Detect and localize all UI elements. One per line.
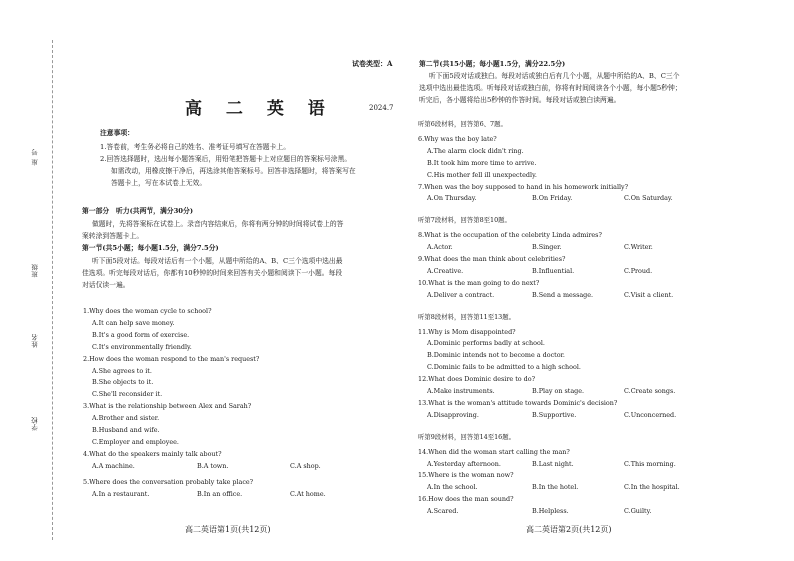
answer-option: B.Send a message. [532,290,594,299]
part1-intro: 案转涂到答题卡上。 [82,232,144,240]
answer-option: C.His mother fell ill unexpectedly. [427,170,537,179]
question-stem: 7.When was the boy supposed to hand in his homework initially? [418,182,629,191]
question-stem: 5.Where does the conversation probably take place? [83,477,254,486]
answer-option: C.Writer. [624,243,653,252]
section2-intro: 听下面5段对话或独白。每段对话或独白后有几个小题，从题中所给的A、B、C三个 [429,72,680,80]
section1-heading: 第一节(共5小题；每小题1.5分，满分7.5分) [82,244,219,252]
answer-option: A.Scared. [427,507,459,516]
answer-option: B.In the hotel. [532,483,579,492]
answer-option: A.She agrees to it. [92,366,152,375]
material-label: 听第8段材料，回答第11至13题。 [418,312,516,321]
question-stem: 6.Why was the boy late? [418,134,497,143]
answer-option: A.Dominic performs badly at school. [427,339,545,348]
answer-option: C.A shop. [290,461,321,470]
notice-item: 如需改动，用橡皮擦干净后，再选涂其他答案标号。回答非选择题时，将答案写在 [111,167,356,175]
section1-intro: 佳选项。听完每段对话后，你都有10秒钟的时间来回答有关小题和阅读下一小题。每段 [82,269,343,277]
name-label: 姓名 [31,333,39,348]
section2-intro: 选项中选出最佳选项。听每段对话或独白前，你将有时间阅读各个小题，每小题5秒钟； [419,84,682,92]
answer-option: A.Make instruments. [427,387,495,395]
question-stem: 2.How does the woman respond to the man's request? [83,354,260,363]
question-stem: 3.What is the relationship between Alex and Sarah? [83,402,252,411]
answer-option: C.This morning. [624,459,676,468]
question-stem: 9.What does the man think about celebrities? [418,255,566,263]
answer-option: B.Husband and wife. [92,426,160,434]
seat-number-label: 座 号 [31,148,39,166]
question-stem: 13.What is the woman's attitude towards Dominic's decision? [418,398,618,407]
answer-option: B.Helpless. [532,507,569,516]
answer-option: A.On Thursday. [427,194,477,203]
answer-option: C.At home. [290,489,326,498]
answer-option: B.Singer. [532,243,562,252]
class-label: 班级 [31,263,39,278]
material-label: 听第6段材料，回答第6、7题。 [418,120,507,128]
answer-option: B.Influential. [532,266,575,275]
answer-option: B.Play on stage. [532,387,585,395]
answer-option: C.Proud. [624,266,653,275]
question-stem: 14.When did the woman start calling the man? [418,447,570,456]
answer-option: B.She objects to it. [92,378,154,387]
question-stem: 4.What do the speakers mainly talk about? [83,449,222,458]
answer-option: A.Disapproving. [427,410,479,419]
answer-option: A.It can help save money. [92,318,175,327]
section2-intro: 听完后，各小题将给出5秒钟的作答时间。每段对话或独白读两遍。 [419,96,621,104]
section1-intro: 对话仅读一遍。 [82,281,130,289]
page-title: 高 二 英 语 [185,99,334,119]
answer-option: B.It's a good form of exercise. [92,330,190,339]
answer-option: A.A machine. [92,461,135,470]
answer-option: C.Create songs. [624,387,676,395]
notice-item: 2.回答选择题时，选出每小题答案后，用铅笔把答题卡上对应题目的答案标号涂黑。 [100,155,352,163]
material-label: 听第9段材料，回答第14至16题。 [418,432,516,441]
footer-left: 高二英语第1页(共12页) [185,525,271,534]
answer-option: C.She'll reconsider it. [92,390,163,399]
answer-option: B.A town. [197,461,229,470]
question-stem: 15.Where is the woman now? [418,471,514,480]
material-label: 听第7段材料，回答第8至10题。 [418,216,511,225]
answer-option: A.The alarm clock didn't ring. [427,146,524,155]
paper-type: 试卷类型：A [352,59,393,68]
section2-heading: 第二节(共15小题；每小题1.5分，满分22.5分) [419,60,566,68]
part1-intro: 做题时，先将答案标在试卷上。录音内容结束后，你将有两分钟的时间将试卷上的答 [92,220,344,228]
question-stem: 10.What is the man going to do next? [418,278,540,287]
answer-option: A.In the school. [427,483,478,492]
answer-option: B.In an office. [197,489,243,498]
answer-option: B.Last night. [532,459,574,468]
answer-option: C.It's environmentally friendly. [92,342,192,351]
notice-item: 1.答卷前，考生务必将自己的姓名、准考证号填写在答题卡上。 [100,143,290,151]
answer-option: B.Dominic intends not to become a doctor. [427,351,565,360]
answer-option: C.Employer and employee. [92,437,179,446]
answer-option: C.On Saturday. [624,194,673,203]
footer-right: 高二英语第2页(共12页) [526,525,612,534]
question-stem: 11.Why is Mom disappointed? [418,327,516,336]
answer-option: A.Actor. [427,243,453,252]
question-stem: 16.How does the man sound? [418,495,514,504]
binding-cut-line [52,40,53,540]
answer-option: A.Deliver a contract. [427,290,495,299]
answer-option: C.Unconcerned. [624,410,677,419]
answer-option: C.Guilty. [624,507,652,516]
answer-option: C.Dominic fails to be admitted to a high school. [427,363,581,372]
question-stem: 12.What does Dominic desire to do? [418,375,536,384]
school-label: 学校 [31,416,39,431]
question-stem: 8.What is the occupation of the celebrity Linda admires? [418,231,602,240]
answer-option: A.In a restaurant. [92,489,150,498]
answer-option: B.It took him more time to arrive. [427,158,537,167]
notice-heading: 注意事项： [100,129,134,137]
answer-option: A.Creative. [427,266,464,275]
exam-date: 2024.7 [369,104,394,112]
section1-intro: 听下面5段对话。每段对话后有一个小题，从题中所给的A、B、C三个选项中选出最 [92,257,343,265]
question-stem: 1.Why does the woman cycle to school? [83,307,212,315]
answer-option: A.Yesterday afternoon. [427,459,501,468]
answer-option: C.In the hospital. [624,483,680,492]
answer-option: B.On Friday. [532,194,573,203]
part1-heading: 第一部分 听力(共两节，满分30分) [82,207,194,215]
notice-item: 答题卡上，写在本试卷上无效。 [111,179,207,187]
answer-option: C.Visit a client. [624,290,674,299]
answer-option: A.Brother and sister. [92,414,160,423]
answer-option: B.Supportive. [532,410,577,419]
